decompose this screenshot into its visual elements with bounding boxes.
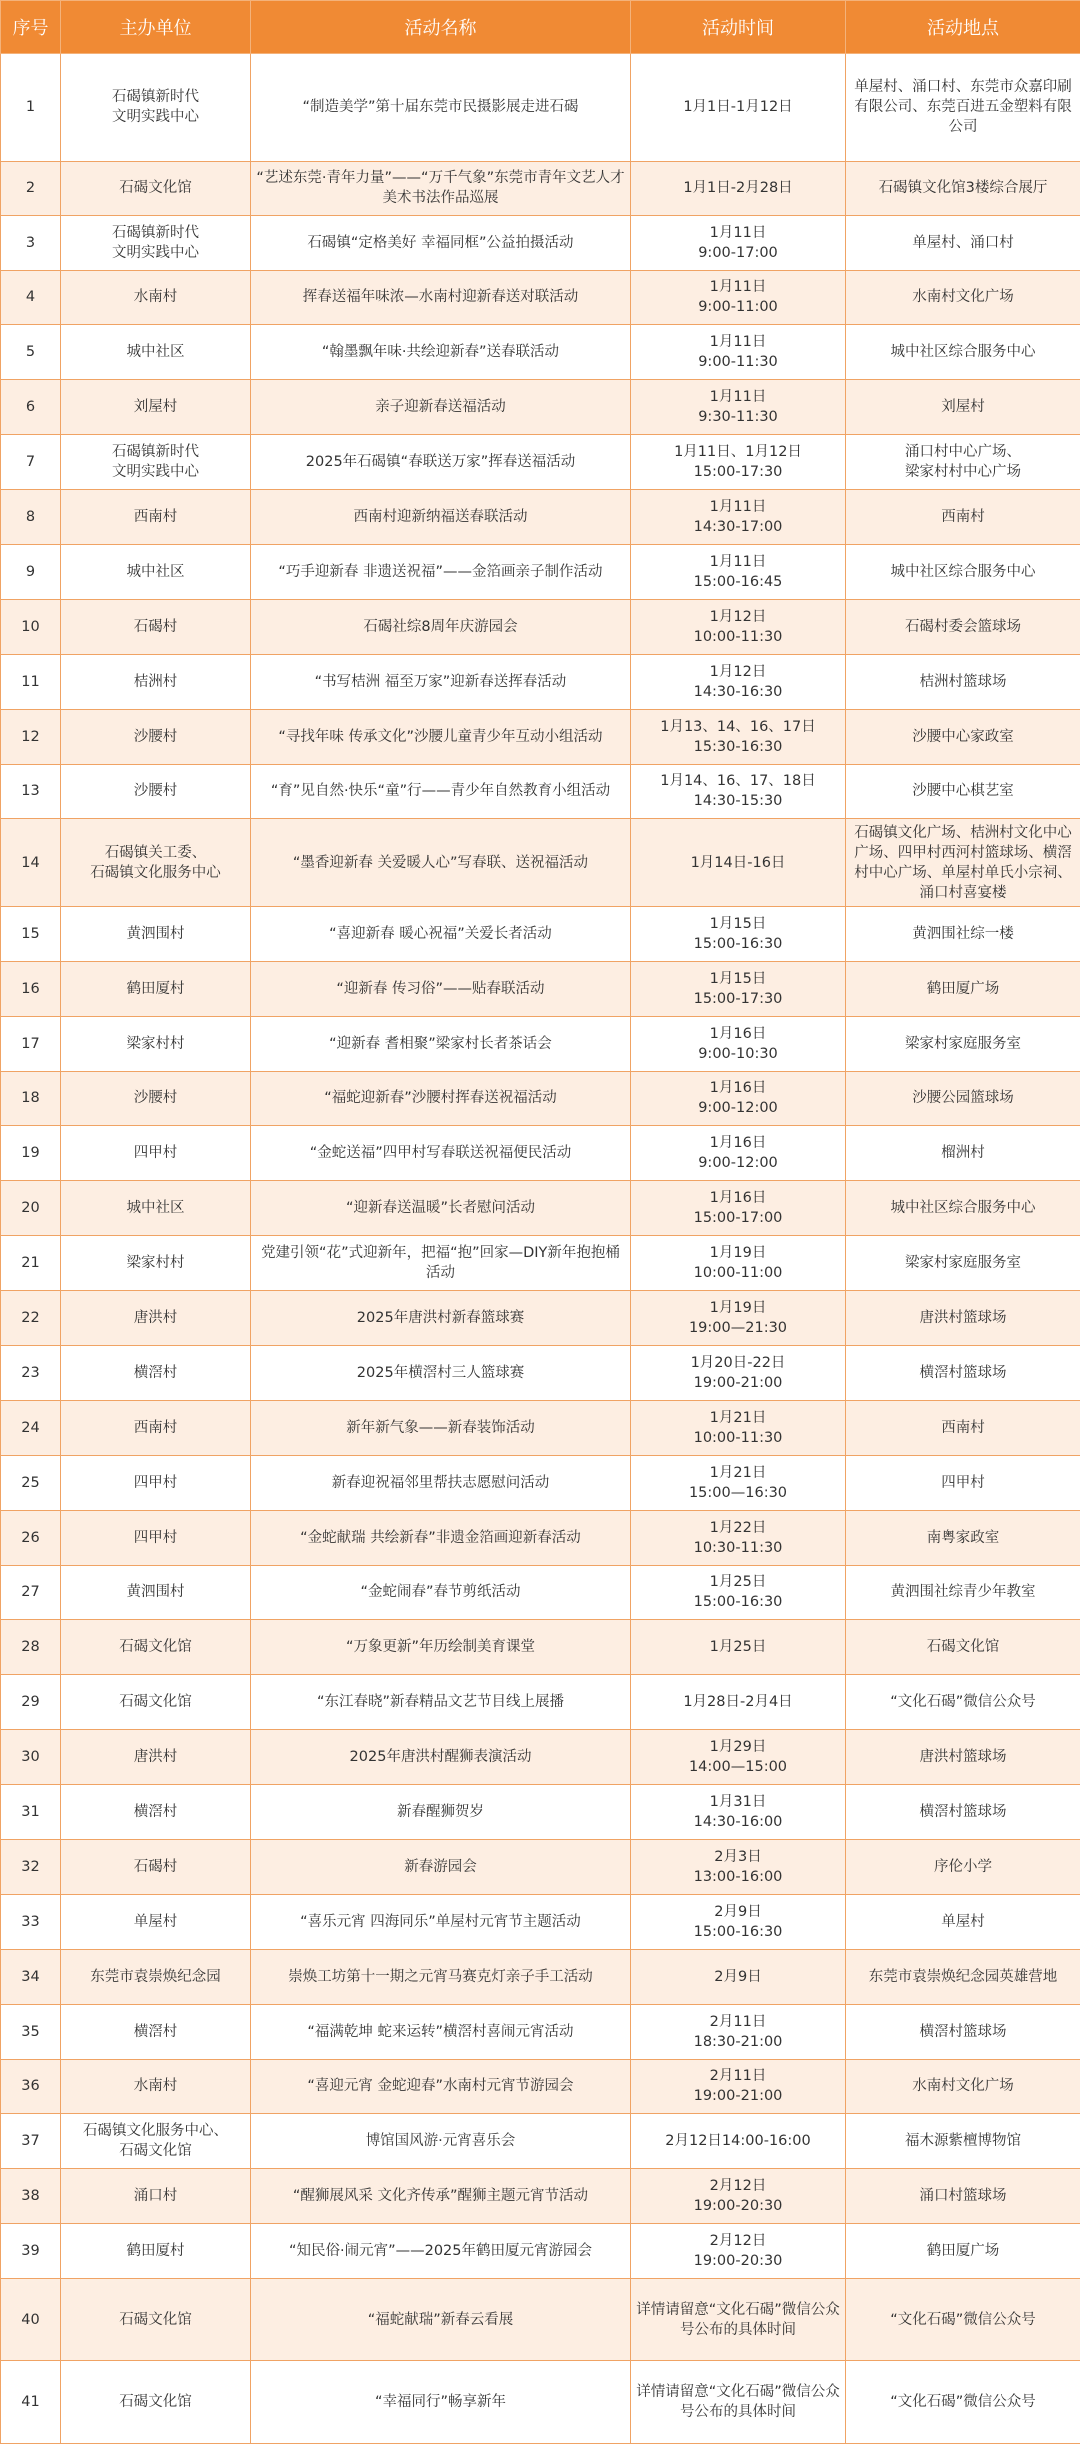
row-event-name: “喜迎新春 暖心祝福”关爱长者活动 [251, 906, 631, 961]
row-event-name: “知民俗·闹元宵”——2025年鹤田厦元宵游园会 [251, 2224, 631, 2279]
row-event-name: “寻找年味 传承文化”沙腰儿童青少年互动小组活动 [251, 709, 631, 764]
row-index: 39 [1, 2224, 61, 2279]
row-organizer: 西南村 [61, 1400, 251, 1455]
row-organizer: 桔洲村 [61, 654, 251, 709]
header-index: 序号 [1, 1, 61, 54]
row-event-time: 1月14日-16日 [631, 819, 846, 906]
row-event-name: “制造美学”第十届东莞市民摄影展走进石碣 [251, 54, 631, 162]
table-row [1, 599, 1080, 654]
table-row [1, 435, 1080, 490]
table-row [1, 1894, 1080, 1949]
row-index: 36 [1, 2059, 61, 2114]
row-event-place: 横滘村篮球场 [846, 1785, 1080, 1840]
row-organizer: 唐洪村 [61, 1291, 251, 1346]
row-event-place: 南粤家政室 [846, 1510, 1080, 1565]
row-event-name: “金蛇送福”四甲村写春联送祝福便民活动 [251, 1126, 631, 1181]
row-index: 31 [1, 1785, 61, 1840]
row-organizer: 唐洪村 [61, 1730, 251, 1785]
row-event-time: 1月29日 14:00—15:00 [631, 1730, 846, 1785]
row-event-name: “金蛇闹春”春节剪纸活动 [251, 1565, 631, 1620]
row-organizer: 城中社区 [61, 325, 251, 380]
row-event-place: 石碣村委会篮球场 [846, 599, 1080, 654]
row-event-place: 序伦小学 [846, 1839, 1080, 1894]
row-organizer: 石碣村 [61, 599, 251, 654]
table-row [1, 270, 1080, 325]
row-organizer: 横滘村 [61, 2004, 251, 2059]
row-organizer: 四甲村 [61, 1126, 251, 1181]
header-event-time: 活动时间 [631, 1, 846, 54]
table-row [1, 1620, 1080, 1675]
row-event-time: 1月28日-2月4日 [631, 1675, 846, 1730]
row-organizer: 东莞市袁崇焕纪念园 [61, 1949, 251, 2004]
row-index: 4 [1, 270, 61, 325]
row-event-place: 黄泗围社综青少年教室 [846, 1565, 1080, 1620]
row-event-place: 黄泗围社综一楼 [846, 906, 1080, 961]
row-event-time: 1月16日 9:00-10:30 [631, 1016, 846, 1071]
row-event-place: 石碣文化馆 [846, 1620, 1080, 1675]
row-organizer: 梁家村村 [61, 1236, 251, 1291]
table-row [1, 1785, 1080, 1840]
row-event-place: 单屋村、涌口村、东莞市众嘉印刷有限公司、东莞百进五金塑料有限公司 [846, 54, 1080, 162]
row-index: 25 [1, 1455, 61, 1510]
table-body [1, 54, 1080, 2444]
row-event-time: 1月31日 14:30-16:00 [631, 1785, 846, 1840]
table-row [1, 1291, 1080, 1346]
row-event-time: 1月19日 10:00-11:00 [631, 1236, 846, 1291]
row-event-time: 1月20日-22日 19:00-21:00 [631, 1345, 846, 1400]
row-event-place: 涌口村中心广场、 梁家村村中心广场 [846, 435, 1080, 490]
row-event-name: 党建引领“花”式迎新年，把福“抱”回家—DIY新年抱抱桶活动 [251, 1236, 631, 1291]
row-index: 17 [1, 1016, 61, 1071]
row-event-name: “墨香迎新春 关爱暖人心”写春联、送祝福活动 [251, 819, 631, 906]
row-event-name: “幸福同行”畅享新年 [251, 2361, 631, 2444]
row-organizer: 沙腰村 [61, 709, 251, 764]
row-event-time: 1月19日 19:00—21:30 [631, 1291, 846, 1346]
row-index: 11 [1, 654, 61, 709]
row-index: 38 [1, 2169, 61, 2224]
row-event-name: 2025年横滘村三人篮球赛 [251, 1345, 631, 1400]
row-event-place: 横滘村篮球场 [846, 1345, 1080, 1400]
row-event-time: 1月14、16、17、18日 14:30-15:30 [631, 764, 846, 819]
row-event-name: “翰墨飘年味·共绘迎新春”送春联活动 [251, 325, 631, 380]
row-event-name: “迎新春 传习俗”——贴春联活动 [251, 961, 631, 1016]
row-event-time: 2月12日14:00-16:00 [631, 2114, 846, 2169]
table-row [1, 1510, 1080, 1565]
row-index: 35 [1, 2004, 61, 2059]
row-organizer: 鹤田厦村 [61, 961, 251, 1016]
row-event-time: 1月11日 14:30-17:00 [631, 490, 846, 545]
row-event-place: 鹤田厦广场 [846, 961, 1080, 1016]
row-event-time: 1月11日、1月12日 15:00-17:30 [631, 435, 846, 490]
table-row [1, 1839, 1080, 1894]
table-header-row [1, 1, 1080, 54]
row-organizer: 石碣镇新时代 文明实践中心 [61, 215, 251, 270]
row-event-time: 2月11日 19:00-21:00 [631, 2059, 846, 2114]
table-row [1, 2059, 1080, 2114]
table-row [1, 1071, 1080, 1126]
row-event-name: “醒狮展风采 文化齐传承”醒狮主题元宵节活动 [251, 2169, 631, 2224]
row-event-name: 崇焕工坊第十一期之元宵马赛克灯亲子手工活动 [251, 1949, 631, 2004]
row-index: 10 [1, 599, 61, 654]
row-event-time: 1月16日 9:00-12:00 [631, 1071, 846, 1126]
row-event-time: 2月9日 15:00-16:30 [631, 1894, 846, 1949]
row-event-place: 单屋村、涌口村 [846, 215, 1080, 270]
row-event-place: 城中社区综合服务中心 [846, 1181, 1080, 1236]
row-organizer: 城中社区 [61, 544, 251, 599]
row-event-time: 1月1日-1月12日 [631, 54, 846, 162]
row-event-time: 1月16日 9:00-12:00 [631, 1126, 846, 1181]
row-event-place: 单屋村 [846, 1894, 1080, 1949]
table-row [1, 2004, 1080, 2059]
row-organizer: 单屋村 [61, 1894, 251, 1949]
row-event-name: 2025年唐洪村醒狮表演活动 [251, 1730, 631, 1785]
row-event-place: 城中社区综合服务中心 [846, 544, 1080, 599]
table-row [1, 819, 1080, 906]
row-event-place: 城中社区综合服务中心 [846, 325, 1080, 380]
row-index: 19 [1, 1126, 61, 1181]
row-organizer: 横滘村 [61, 1785, 251, 1840]
row-index: 23 [1, 1345, 61, 1400]
row-event-name: “巧手迎新春 非遗送祝福”——金箔画亲子制作活动 [251, 544, 631, 599]
row-index: 30 [1, 1730, 61, 1785]
row-organizer: 石碣镇新时代 文明实践中心 [61, 54, 251, 162]
row-organizer: 石碣文化馆 [61, 2279, 251, 2361]
table-row [1, 1675, 1080, 1730]
row-event-place: 梁家村家庭服务室 [846, 1236, 1080, 1291]
row-event-name: 石碣社综8周年庆游园会 [251, 599, 631, 654]
row-event-place: “文化石碣”微信公众号 [846, 1675, 1080, 1730]
row-event-name: “东江春晓”新春精品文艺节目线上展播 [251, 1675, 631, 1730]
row-index: 41 [1, 2361, 61, 2444]
table-row [1, 654, 1080, 709]
table-row [1, 1016, 1080, 1071]
table-row [1, 2169, 1080, 2224]
row-event-place: 沙腰中心棋艺室 [846, 764, 1080, 819]
row-index: 9 [1, 544, 61, 599]
row-event-name: “福满乾坤 蛇来运转”横滘村喜闹元宵活动 [251, 2004, 631, 2059]
row-event-name: 新春迎祝福邻里帮扶志愿慰问活动 [251, 1455, 631, 1510]
row-event-time: 1月11日 9:30-11:30 [631, 380, 846, 435]
row-event-name: 2025年石碣镇“春联送万家”挥春送福活动 [251, 435, 631, 490]
row-index: 22 [1, 1291, 61, 1346]
row-event-time: 1月1日-2月28日 [631, 161, 846, 215]
row-event-name: “福蛇迎新春”沙腰村挥春送祝福活动 [251, 1071, 631, 1126]
row-event-name: “喜乐元宵 四海同乐”单屋村元宵节主题活动 [251, 1894, 631, 1949]
row-organizer: 横滘村 [61, 1345, 251, 1400]
row-organizer: 石碣镇文化服务中心、 石碣文化馆 [61, 2114, 251, 2169]
row-event-name: 博馆国风游·元宵喜乐会 [251, 2114, 631, 2169]
row-index: 26 [1, 1510, 61, 1565]
row-event-place: 唐洪村篮球场 [846, 1730, 1080, 1785]
row-index: 28 [1, 1620, 61, 1675]
row-event-time: 1月12日 10:00-11:30 [631, 599, 846, 654]
row-event-name: 新年新气象——新春装饰活动 [251, 1400, 631, 1455]
row-index: 12 [1, 709, 61, 764]
row-event-name: “迎新春 耆相聚”梁家村长者茶话会 [251, 1016, 631, 1071]
row-event-name: “喜迎元宵 金蛇迎春”水南村元宵节游园会 [251, 2059, 631, 2114]
row-event-name: “育”见自然·快乐“童”行——青少年自然教育小组活动 [251, 764, 631, 819]
row-event-time: 详情请留意“文化石碣”微信公众号公布的具体时间 [631, 2361, 846, 2444]
row-event-name: 西南村迎新纳福送春联活动 [251, 490, 631, 545]
row-index: 13 [1, 764, 61, 819]
row-event-name: “迎新春送温暖”长者慰问活动 [251, 1181, 631, 1236]
row-event-time: 1月11日 9:00-11:30 [631, 325, 846, 380]
row-event-place: 石碣镇文化广场、桔洲村文化中心广场、四甲村西河村篮球场、横滘村中心广场、单屋村单氏小宗祠、涌口村喜宴楼 [846, 819, 1080, 906]
row-index: 6 [1, 380, 61, 435]
row-event-name: “金蛇献瑞 共绘新春”非遗金箔画迎新春活动 [251, 1510, 631, 1565]
row-index: 32 [1, 1839, 61, 1894]
table-row [1, 380, 1080, 435]
row-event-time: 1月16日 15:00-17:00 [631, 1181, 846, 1236]
row-organizer: 石碣镇新时代 文明实践中心 [61, 435, 251, 490]
row-event-time: 1月22日 10:30-11:30 [631, 1510, 846, 1565]
table-row [1, 54, 1080, 162]
row-event-place: 榴洲村 [846, 1126, 1080, 1181]
row-organizer: 四甲村 [61, 1510, 251, 1565]
row-organizer: 石碣镇关工委、 石碣镇文化服务中心 [61, 819, 251, 906]
header-event-name: 活动名称 [251, 1, 631, 54]
row-organizer: 涌口村 [61, 2169, 251, 2224]
row-event-time: 1月25日 15:00-16:30 [631, 1565, 846, 1620]
row-event-place: “文化石碣”微信公众号 [846, 2279, 1080, 2361]
row-event-place: 西南村 [846, 490, 1080, 545]
row-organizer: 刘屋村 [61, 380, 251, 435]
row-event-place: 四甲村 [846, 1455, 1080, 1510]
row-event-place: 涌口村篮球场 [846, 2169, 1080, 2224]
row-index: 1 [1, 54, 61, 162]
row-organizer: 水南村 [61, 270, 251, 325]
table-row [1, 544, 1080, 599]
row-event-name: 亲子迎新春送福活动 [251, 380, 631, 435]
row-index: 7 [1, 435, 61, 490]
row-event-time: 1月11日 9:00-11:00 [631, 270, 846, 325]
row-event-place: 石碣镇文化馆3楼综合展厅 [846, 161, 1080, 215]
row-event-name: “万象更新”年历绘制美育课堂 [251, 1620, 631, 1675]
row-event-name: “艺述东莞·青年力量”——“万千气象”东莞市青年文艺人才美术书法作品巡展 [251, 161, 631, 215]
row-event-name: “书写桔洲 福至万家”迎新春送挥春活动 [251, 654, 631, 709]
row-event-time: 1月13、14、16、17日 15:30-16:30 [631, 709, 846, 764]
row-organizer: 西南村 [61, 490, 251, 545]
row-index: 37 [1, 2114, 61, 2169]
row-event-place: 刘屋村 [846, 380, 1080, 435]
table-row [1, 2224, 1080, 2279]
row-event-place: 东莞市袁崇焕纪念园英雄营地 [846, 1949, 1080, 2004]
row-event-time: 2月3日 13:00-16:00 [631, 1839, 846, 1894]
table-row [1, 961, 1080, 1016]
table-row [1, 1455, 1080, 1510]
row-event-name: 新春游园会 [251, 1839, 631, 1894]
row-organizer: 石碣村 [61, 1839, 251, 1894]
row-event-name: 挥春送福年味浓—水南村迎新春送对联活动 [251, 270, 631, 325]
table-row [1, 1126, 1080, 1181]
row-index: 34 [1, 1949, 61, 2004]
row-organizer: 沙腰村 [61, 764, 251, 819]
row-event-time: 2月9日 [631, 1949, 846, 2004]
row-event-time: 1月21日 15:00—16:30 [631, 1455, 846, 1510]
row-event-time: 1月25日 [631, 1620, 846, 1675]
row-organizer: 梁家村村 [61, 1016, 251, 1071]
row-event-place: 鹤田厦广场 [846, 2224, 1080, 2279]
row-event-time: 详情请留意“文化石碣”微信公众号公布的具体时间 [631, 2279, 846, 2361]
table-row [1, 2279, 1080, 2361]
row-organizer: 黄泗围村 [61, 906, 251, 961]
row-index: 33 [1, 1894, 61, 1949]
table-row [1, 490, 1080, 545]
row-event-place: “文化石碣”微信公众号 [846, 2361, 1080, 2444]
table-row [1, 1565, 1080, 1620]
row-index: 20 [1, 1181, 61, 1236]
row-event-place: 水南村文化广场 [846, 2059, 1080, 2114]
header-event-place: 活动地点 [846, 1, 1080, 54]
row-organizer: 城中社区 [61, 1181, 251, 1236]
table-row [1, 2114, 1080, 2169]
row-event-time: 1月15日 15:00-17:30 [631, 961, 846, 1016]
row-organizer: 黄泗围村 [61, 1565, 251, 1620]
row-index: 14 [1, 819, 61, 906]
header-organizer: 主办单位 [61, 1, 251, 54]
row-index: 24 [1, 1400, 61, 1455]
row-event-time: 1月15日 15:00-16:30 [631, 906, 846, 961]
row-event-time: 1月11日 15:00-16:45 [631, 544, 846, 599]
row-event-place: 唐洪村篮球场 [846, 1291, 1080, 1346]
table-row [1, 709, 1080, 764]
row-index: 8 [1, 490, 61, 545]
row-event-place: 西南村 [846, 1400, 1080, 1455]
row-event-place: 梁家村家庭服务室 [846, 1016, 1080, 1071]
row-event-place: 桔洲村篮球场 [846, 654, 1080, 709]
table-row [1, 1345, 1080, 1400]
row-event-name: 2025年唐洪村新春篮球赛 [251, 1291, 631, 1346]
row-event-time: 1月21日 10:00-11:30 [631, 1400, 846, 1455]
table-row [1, 1949, 1080, 2004]
row-event-name: 石碣镇“定格美好 幸福同框”公益拍摄活动 [251, 215, 631, 270]
row-event-name: “福蛇献瑞”新春云看展 [251, 2279, 631, 2361]
table-row [1, 1400, 1080, 1455]
row-event-time: 2月11日 18:30-21:00 [631, 2004, 846, 2059]
table-row [1, 906, 1080, 961]
row-index: 2 [1, 161, 61, 215]
row-event-name: 新春醒狮贺岁 [251, 1785, 631, 1840]
table-row [1, 1236, 1080, 1291]
row-event-time: 1月12日 14:30-16:30 [631, 654, 846, 709]
row-event-time: 2月12日 19:00-20:30 [631, 2224, 846, 2279]
row-index: 21 [1, 1236, 61, 1291]
row-event-time: 1月11日 9:00-17:00 [631, 215, 846, 270]
row-index: 3 [1, 215, 61, 270]
row-organizer: 鹤田厦村 [61, 2224, 251, 2279]
row-organizer: 四甲村 [61, 1455, 251, 1510]
row-organizer: 石碣文化馆 [61, 161, 251, 215]
row-event-place: 沙腰中心家政室 [846, 709, 1080, 764]
row-index: 27 [1, 1565, 61, 1620]
row-organizer: 石碣文化馆 [61, 1675, 251, 1730]
row-event-place: 横滘村篮球场 [846, 2004, 1080, 2059]
table-row [1, 1730, 1080, 1785]
row-index: 16 [1, 961, 61, 1016]
row-organizer: 水南村 [61, 2059, 251, 2114]
row-organizer: 石碣文化馆 [61, 2361, 251, 2444]
row-index: 15 [1, 906, 61, 961]
row-event-place: 沙腰公园篮球场 [846, 1071, 1080, 1126]
row-index: 5 [1, 325, 61, 380]
table-row [1, 161, 1080, 215]
row-event-place: 水南村文化广场 [846, 270, 1080, 325]
table-row [1, 764, 1080, 819]
row-event-time: 2月12日 19:00-20:30 [631, 2169, 846, 2224]
row-organizer: 石碣文化馆 [61, 1620, 251, 1675]
table-row [1, 2361, 1080, 2444]
row-index: 18 [1, 1071, 61, 1126]
row-index: 29 [1, 1675, 61, 1730]
row-event-place: 福木源紫檀博物馆 [846, 2114, 1080, 2169]
row-organizer: 沙腰村 [61, 1071, 251, 1126]
table-row [1, 325, 1080, 380]
table-row [1, 1181, 1080, 1236]
row-index: 40 [1, 2279, 61, 2361]
table-row [1, 215, 1080, 270]
